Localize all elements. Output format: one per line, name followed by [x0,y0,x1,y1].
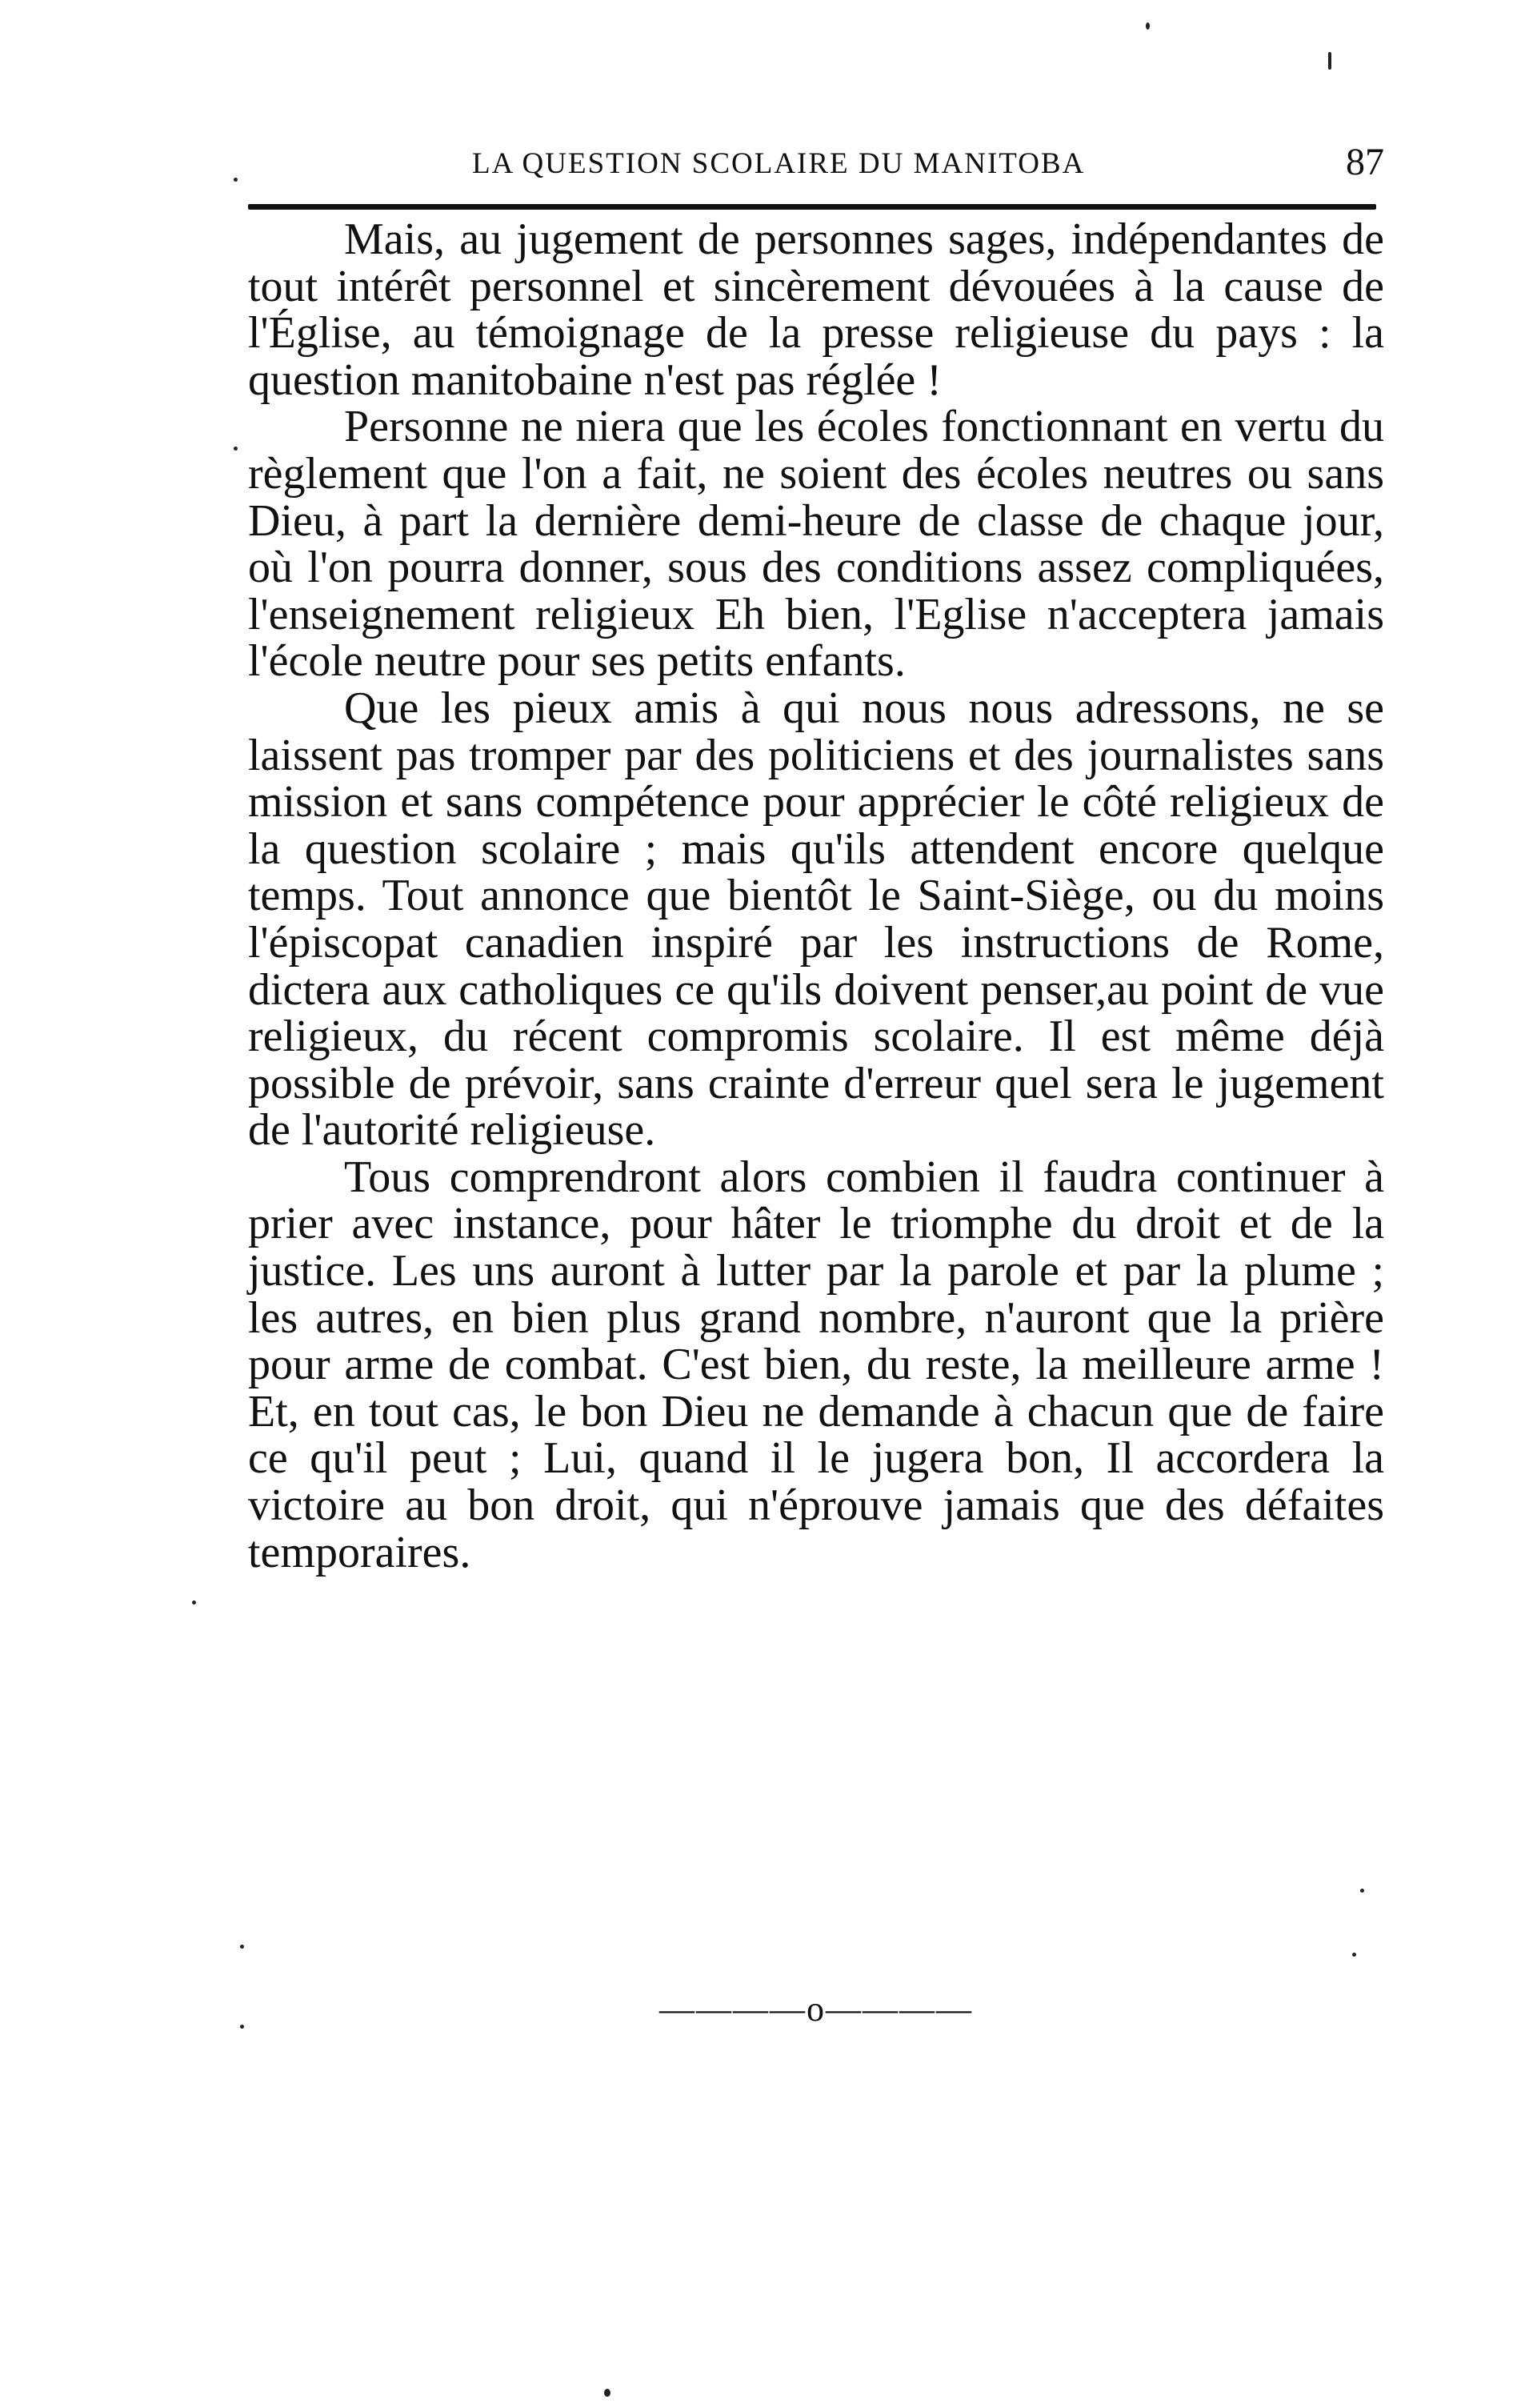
ink-speck [1360,1889,1364,1893]
running-title: LA QUESTION SCOLAIRE DU MANITOBA [472,147,1086,180]
ink-speck [240,1945,244,1949]
ink-speck [234,447,238,451]
paragraph: Tous comprendront alors combien il faudra continuer à prier avec instance, pour hâter le triomphe du droit et de la justice. Les uns auront à lutter par la parole et par la plume ; les autres, en bien plus grand nombre, n'auront que la prière pour arme de combat. C'est bien, du reste, la meilleure arme ! Et, en tout cas, le bon Dieu ne demande à chacun que de faire ce qu'il peut ; Lui, quand il le jugera bon, Il accordera la victoire au bon droit, qui n'éprouve jamais que des défaites temporaires. [248,1152,1384,1577]
header-rule [248,204,1376,210]
end-ornament: ————o———— [659,1989,973,2029]
ink-speck [1352,1953,1356,1957]
paragraph: Que les pieux amis à qui nous nous adressons, ne se laissent pas tromper par des politiciens et des journalistes sans mission et sans compétence pour apprécier le côté religieux de la question scolaire ; mais qu'ils attendent encore quelque temps. Tout annonce que bientôt le Saint-Siège, ou du moins l'épiscopat canadien inspiré par les instructions de Rome, dictera aux catholiques ce qu'ils doivent penser,au point de vue religieux, du récent compromis scolaire. Il est même déjà possible de prévoir, sans crainte d'erreur quel sera le jugement de l'autorité religieuse. [248,683,1384,1156]
running-header [240,140,1384,196]
paragraph: Personne ne niera que les écoles fonctionnant en vertu du règlement que l'on a fait, ne soient des écoles neutres ou sans Dieu, à part la dernière demi-heure de classe de chaque jour, où l'on pourra donner, sous des conditions assez compliquées, l'enseignement religieux Eh bien, l'Eglise n'acceptera jamais l'école neutre pour ses petits enfants. [248,402,1384,687]
ink-speck [604,2389,610,2397]
ink-speck [240,2025,244,2029]
ink-speck [1328,52,1331,70]
page-number: 87 [1346,141,1384,183]
body-text [248,216,1384,1576]
ink-speck [1146,22,1150,30]
ink-speck [192,1601,196,1605]
ink-speck [234,178,238,182]
paragraph: Mais, au jugement de personnes sages, indépendantes de tout intérêt personnel et sincèrement dévouées à la cause de l'Église, au témoignage de la presse religieuse du pays : la question manitobaine n'est pas réglée ! [248,214,1384,405]
